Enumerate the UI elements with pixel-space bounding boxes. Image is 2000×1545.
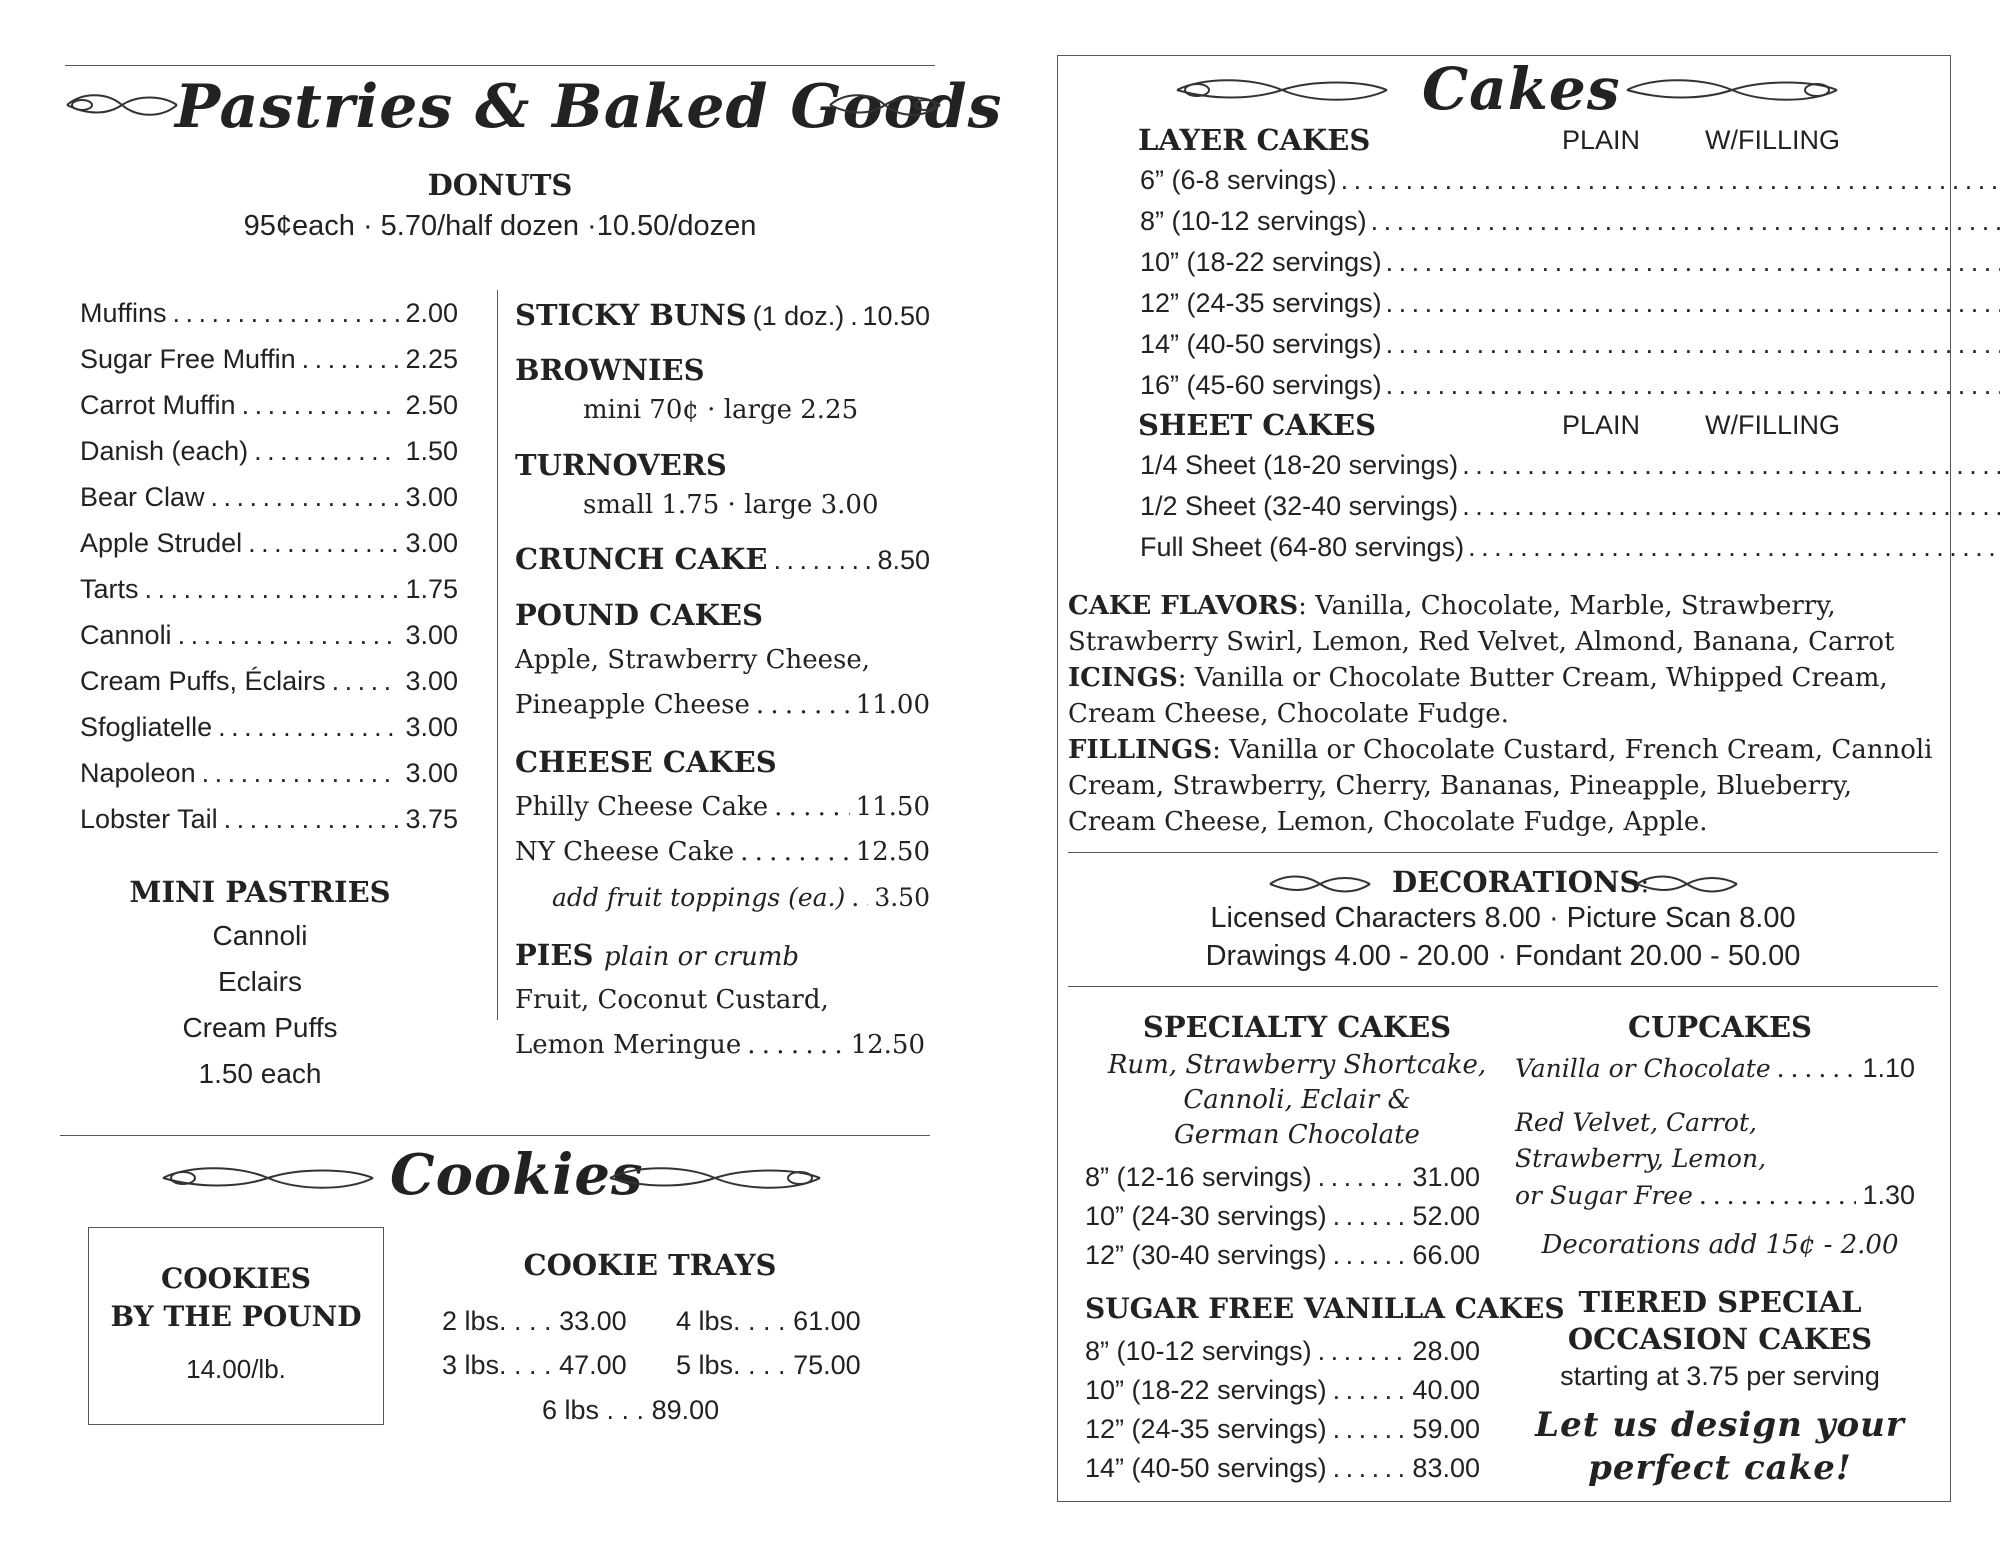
cake-price-row xyxy=(1085,1201,1480,1232)
turnovers-heading: TURNOVERS xyxy=(515,448,727,482)
pastry-name: Danish (each) xyxy=(80,436,249,466)
layer-col-filling: W/FILLING xyxy=(1705,125,1841,155)
tagline-line2: perfect cake! xyxy=(1588,1448,1852,1488)
cupcake-row xyxy=(1515,1053,1915,1084)
pound-cakes-price: 11.00 xyxy=(855,690,930,720)
cheese-cakes-heading: CHEESE CAKES xyxy=(515,745,777,779)
leader xyxy=(242,390,400,421)
cake-size: 14” (40-50 servings) xyxy=(1140,329,1382,359)
cookies-by-pound-box xyxy=(88,1227,384,1425)
cake-size: 8” (10-12 servings) xyxy=(1085,1336,1312,1366)
mini-pastries-heading: MINI PASTRIES xyxy=(129,875,391,909)
pies-sub: plain or crumb xyxy=(603,942,800,972)
flourish-left-icon xyxy=(62,90,182,120)
cupcake-row xyxy=(1515,1180,1915,1211)
tagline-line1: Let us design your xyxy=(1535,1405,1905,1445)
pastry-name: Apple Strudel xyxy=(80,528,243,558)
pastry-price: 3.00 xyxy=(405,482,458,512)
leader xyxy=(178,620,400,651)
mini-price: 1.50 each xyxy=(198,1058,322,1089)
cake-size: 14” (40-50 servings) xyxy=(1085,1453,1327,1483)
leader xyxy=(202,758,400,789)
flourish-right-icon xyxy=(1632,872,1742,896)
pound-cakes-line2: Pineapple Cheese xyxy=(515,690,750,720)
leader xyxy=(211,482,400,513)
cake-size: 1/2 Sheet (32-40 servings) xyxy=(1140,491,1459,521)
flourish-left-icon xyxy=(1265,872,1375,896)
pies-line2: Lemon Meringue xyxy=(515,1030,742,1060)
brownies-heading: BROWNIES xyxy=(515,353,705,387)
cupcake-name: or Sugar Free xyxy=(1515,1181,1693,1210)
layer-col-plain: PLAIN xyxy=(1562,125,1641,155)
pastry-price: 3.75 xyxy=(405,804,458,834)
cakes-title: Cakes xyxy=(1422,55,1621,123)
pies-heading-row xyxy=(515,938,799,972)
cake-size: 16” (45-60 servings) xyxy=(1140,370,1382,400)
pastry-price: 2.50 xyxy=(405,390,458,420)
icings: ICINGS: Vanilla or Chocolate Butter Cream, Whipped Cream, Cream Cheese, Chocolate Fudge. xyxy=(1068,663,1888,729)
pies-row xyxy=(515,1030,925,1060)
leader xyxy=(302,344,400,375)
cheese-cake-row xyxy=(515,792,930,822)
leader xyxy=(1462,450,2000,481)
flourish-left-icon xyxy=(1172,75,1392,105)
pastry-row xyxy=(80,758,458,789)
pastry-price: 3.00 xyxy=(405,528,458,558)
cookies-by-pound-price: 14.00/lb. xyxy=(186,1354,286,1384)
decorations-line1: Licensed Characters 8.00 · Picture Scan 8.00 xyxy=(1210,902,1796,934)
column-divider xyxy=(497,290,498,1020)
leader xyxy=(1318,1336,1407,1367)
donuts-heading: DONUTS xyxy=(427,168,573,202)
pastry-name: Carrot Muffin xyxy=(80,390,236,420)
cake-price: 83.00 xyxy=(1412,1453,1480,1483)
leader xyxy=(1386,370,2000,401)
leader xyxy=(224,804,400,835)
cupcake-decorations: Decorations add 15¢ - 2.00 xyxy=(1541,1230,1899,1260)
cookies-title: Cookies xyxy=(390,1142,644,1208)
cookies-rule xyxy=(60,1135,930,1136)
crunch-cake-price: 8.50 xyxy=(877,545,930,575)
pastry-row xyxy=(80,620,458,651)
cupcake-price: 1.10 xyxy=(1862,1053,1915,1083)
cake-row xyxy=(1140,247,2000,278)
pastry-name: Cannoli xyxy=(80,620,172,650)
sticky-buns-name: STICKY BUNS xyxy=(515,298,747,332)
cake-price: 59.00 xyxy=(1412,1414,1480,1444)
pastry-price: 3.00 xyxy=(405,620,458,650)
pound-cakes-line: Apple, Strawberry Cheese, xyxy=(515,645,870,675)
leader xyxy=(1333,1414,1407,1445)
tiered-heading-line1: TIERED SPECIAL xyxy=(1578,1285,1862,1319)
cheese-cake-price: 11.50 xyxy=(855,792,930,822)
pastry-row xyxy=(80,666,458,697)
cake-price-row xyxy=(1085,1414,1480,1445)
pastry-row xyxy=(80,528,458,559)
pies-price: 12.50 xyxy=(850,1030,925,1060)
leader xyxy=(1333,1375,1407,1406)
leader xyxy=(1333,1453,1407,1484)
pastry-name: Muffins xyxy=(80,298,167,328)
cake-size: 8” (12-16 servings) xyxy=(1085,1162,1312,1192)
cake-size: 1/4 Sheet (18-20 servings) xyxy=(1140,450,1459,480)
cake-price: 28.00 xyxy=(1412,1336,1480,1366)
pastry-row xyxy=(80,390,458,421)
mini-item: Eclairs xyxy=(217,966,302,997)
leader xyxy=(332,666,400,697)
leader xyxy=(254,436,399,467)
leader xyxy=(173,298,400,329)
cake-size: 8” (10-12 servings) xyxy=(1140,206,1367,236)
sheet-col-plain: PLAIN xyxy=(1562,410,1641,440)
cake-size: 6” (6-8 servings) xyxy=(1140,165,1337,195)
fillings: FILLINGS: Vanilla or Chocolate Custard, French Cream, Cannoli Cream, Strawberry, Cherry, Bananas, Pineapple, Blueberry, Cream Cheese, Lemon, Chocolate Fudge, Apple. xyxy=(1068,735,1933,837)
sheet-col-filling: W/FILLING xyxy=(1705,410,1841,440)
pastry-price: 3.00 xyxy=(405,666,458,696)
cake-price-row xyxy=(1085,1336,1480,1367)
cake-price: 31.00 xyxy=(1412,1162,1480,1192)
flourish-right-icon xyxy=(1622,75,1842,105)
cake-size: 12” (24-35 servings) xyxy=(1085,1414,1327,1444)
leader xyxy=(1333,1240,1407,1271)
leader xyxy=(1386,288,2000,319)
pound-cakes-heading: POUND CAKES xyxy=(515,598,763,632)
leader xyxy=(1371,206,2000,237)
tiered-heading-line2: OCCASION CAKES xyxy=(1567,1322,1873,1356)
cake-price-row xyxy=(1085,1240,1480,1271)
tray-item: 3 lbs. . . . 47.00 xyxy=(442,1350,627,1380)
pastry-price: 2.25 xyxy=(405,344,458,374)
mini-item: Cannoli xyxy=(212,920,308,951)
sugar-free-heading: SUGAR FREE VANILLA CAKES xyxy=(1085,1292,1565,1325)
leader xyxy=(1462,491,2000,522)
cake-price: 40.00 xyxy=(1412,1375,1480,1405)
brownies-prices: mini 70¢ · large 2.25 xyxy=(583,395,859,425)
tray-item: 2 lbs. . . . 33.00 xyxy=(442,1306,627,1336)
cake-size: Full Sheet (64-80 servings) xyxy=(1140,532,1465,562)
cookies-by-pound-line1: COOKIES xyxy=(160,1262,312,1295)
decorations-heading: DECORATIONS xyxy=(1392,865,1641,899)
pastry-row xyxy=(80,574,458,605)
tiered-sub: starting at 3.75 per serving xyxy=(1560,1361,1880,1391)
fruit-topping-row xyxy=(552,883,930,912)
crunch-cake-name: CRUNCH CAKE xyxy=(515,542,768,576)
crunch-cake-row xyxy=(515,542,930,576)
pastry-row xyxy=(80,344,458,375)
sheet-cakes-heading: SHEET CAKES xyxy=(1138,408,1377,442)
sticky-buns-price: 10.50 xyxy=(862,301,930,331)
pastry-price: 2.00 xyxy=(405,298,458,328)
cake-price: 52.00 xyxy=(1412,1201,1480,1231)
pastry-name: Napoleon xyxy=(80,758,196,788)
leader xyxy=(1468,532,2000,563)
pastry-price: 1.75 xyxy=(405,574,458,604)
cake-options xyxy=(1068,588,1938,840)
pastry-name: Lobster Tail xyxy=(80,804,218,834)
cake-size: 10” (18-22 servings) xyxy=(1085,1375,1327,1405)
sticky-buns-qty: (1 doz.) xyxy=(752,301,845,331)
cake-price-row xyxy=(1085,1375,1480,1406)
leader xyxy=(248,528,399,559)
pastry-name: Tarts xyxy=(80,574,139,604)
flourish-left-icon xyxy=(158,1163,378,1193)
cupcake-name: Vanilla or Chocolate xyxy=(1515,1054,1771,1083)
pastry-row xyxy=(80,298,458,329)
cake-row xyxy=(1140,532,2000,563)
cake-row xyxy=(1140,165,2000,196)
cake-size: 12” (24-35 servings) xyxy=(1140,288,1382,318)
flourish-right-icon xyxy=(605,1163,825,1193)
flourish-right-icon xyxy=(825,90,945,120)
leader xyxy=(1386,247,2000,278)
cupcake-line: Red Velvet, Carrot, xyxy=(1515,1108,1757,1137)
tray-item: 4 lbs. . . . 61.00 xyxy=(676,1306,861,1336)
specialty-desc: German Chocolate xyxy=(1174,1120,1420,1150)
leader xyxy=(1341,165,2000,196)
pastry-name: Cream Puffs, Éclairs xyxy=(80,666,326,696)
pastry-price: 3.00 xyxy=(405,712,458,742)
pies-heading: PIES xyxy=(515,938,594,972)
cake-size: 10” (18-22 servings) xyxy=(1140,247,1382,277)
pastry-row xyxy=(80,712,458,743)
top-rule xyxy=(65,65,935,66)
leader xyxy=(1318,1162,1407,1193)
cookies-by-pound-line2: BY THE POUND xyxy=(110,1300,362,1333)
leader xyxy=(145,574,400,605)
pastry-price: 3.00 xyxy=(405,758,458,788)
cake-price-row xyxy=(1085,1162,1480,1193)
pound-cakes-row xyxy=(515,690,930,720)
fruit-topping-price: 3.50 xyxy=(874,883,930,912)
layer-cakes-heading: LAYER CAKES xyxy=(1138,123,1371,157)
pastry-name: Bear Claw xyxy=(80,482,205,512)
cookie-trays-heading: COOKIE TRAYS xyxy=(523,1248,777,1282)
mini-item: Cream Puffs xyxy=(182,1012,338,1043)
cake-row xyxy=(1140,288,2000,319)
cupcakes-heading: CUPCAKES xyxy=(1627,1010,1812,1044)
fruit-topping-name: add fruit toppings (ea.) xyxy=(552,883,846,912)
cupcake-line: Strawberry, Lemon, xyxy=(1515,1144,1767,1173)
cheese-cake-name: Philly Cheese Cake xyxy=(515,792,769,822)
specialty-desc: Cannoli, Eclair & xyxy=(1183,1085,1411,1115)
turnovers-prices: small 1.75 · large 3.00 xyxy=(583,490,879,520)
cheese-cake-name: NY Cheese Cake xyxy=(515,837,735,867)
pastry-price: 1.50 xyxy=(405,436,458,466)
cake-row xyxy=(1140,370,2000,401)
cake-price-row xyxy=(1085,1453,1480,1484)
cheese-cake-price: 12.50 xyxy=(855,837,930,867)
leader xyxy=(1386,329,2000,360)
decorations-line2: Drawings 4.00 - 20.00 · Fondant 20.00 - 50.00 xyxy=(1205,940,1801,972)
cupcake-price: 1.30 xyxy=(1862,1180,1915,1210)
cake-price: 66.00 xyxy=(1412,1240,1480,1270)
decorations-heading-row: DECORATIONS: xyxy=(1392,865,1650,899)
leader xyxy=(218,712,399,743)
cake-row xyxy=(1140,329,2000,360)
decorations-rule-top xyxy=(1068,852,1938,853)
sticky-buns-row xyxy=(515,298,930,332)
decorations-rule-bottom xyxy=(1068,986,1938,987)
donuts-prices: 95¢each · 5.70/half dozen ·10.50/dozen xyxy=(243,210,757,242)
leader xyxy=(1333,1201,1407,1232)
specialty-heading: SPECIALTY CAKES xyxy=(1142,1010,1452,1044)
cake-size: 10” (24-30 servings) xyxy=(1085,1201,1327,1231)
cake-size: 12” (30-40 servings) xyxy=(1085,1240,1327,1270)
pastry-row xyxy=(80,436,458,467)
cake-row xyxy=(1140,450,2000,481)
pies-line: Fruit, Coconut Custard, xyxy=(515,985,829,1015)
cake-row xyxy=(1140,491,2000,522)
pastry-name: Sfogliatelle xyxy=(80,712,213,742)
pastry-row xyxy=(80,804,458,835)
cake-row xyxy=(1140,206,2000,237)
pastry-row xyxy=(80,482,458,513)
pastry-name: Sugar Free Muffin xyxy=(80,344,296,374)
specialty-desc: Rum, Strawberry Shortcake, xyxy=(1107,1050,1487,1080)
pastries-title: Pastries & Baked Goods xyxy=(175,72,1003,142)
tray-item: 6 lbs . . . 89.00 xyxy=(542,1395,720,1425)
cake-flavors: CAKE FLAVORS: Vanilla, Chocolate, Marble, Strawberry, Strawberry Swirl, Lemon, Red Velvet, Almond, Banana, Carrot xyxy=(1068,591,1895,657)
cheese-cake-row xyxy=(515,837,930,867)
tray-item: 5 lbs. . . . 75.00 xyxy=(676,1350,861,1380)
